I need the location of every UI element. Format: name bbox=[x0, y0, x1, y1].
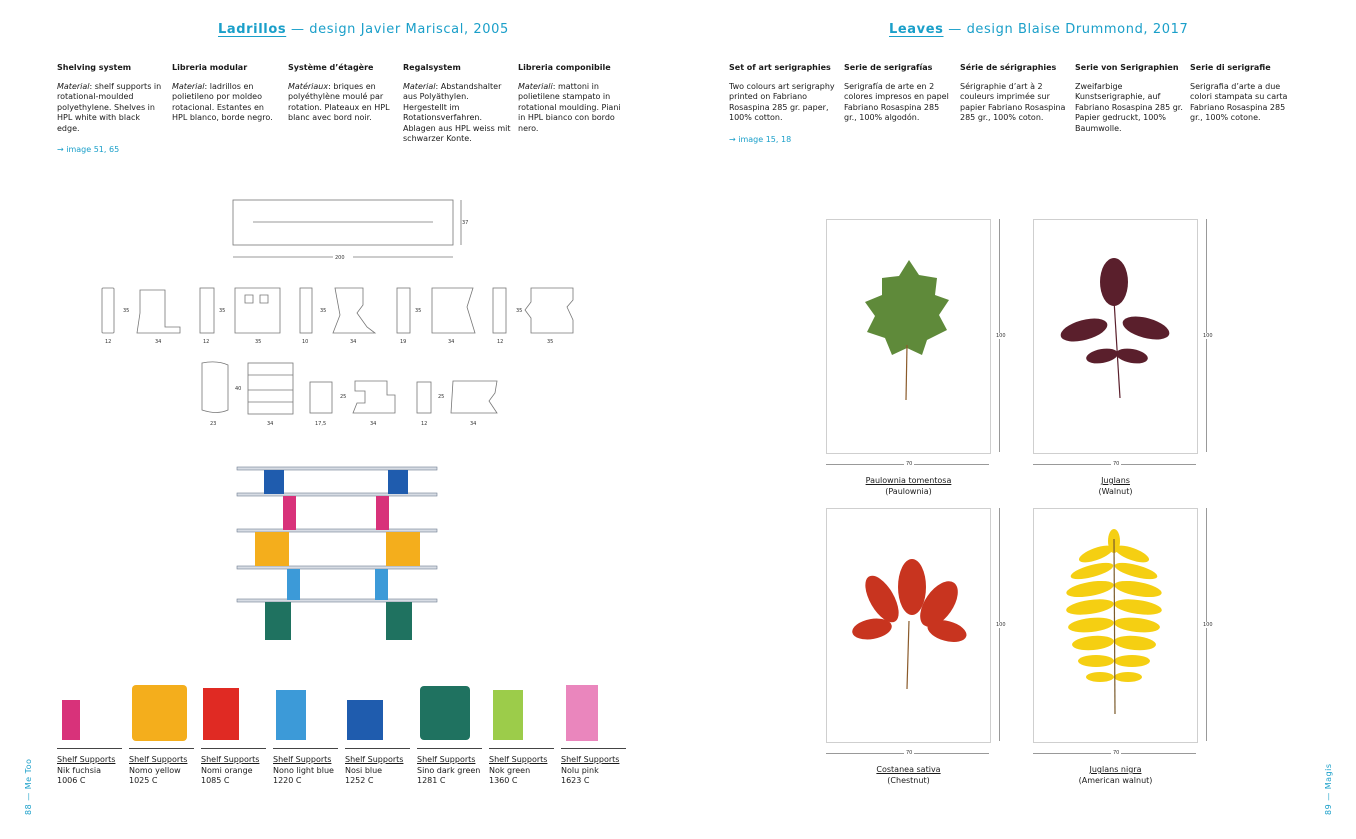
left-column-es: Libreria modular Material: ladrillos en polietileno por moldeo rotacional. Estantes en HPL blanco, borde negro. bbox=[172, 63, 273, 122]
swatch-caption-nosi: Shelf Supports Nosi blue 1252 C bbox=[345, 748, 410, 787]
ladrillos-support-photos bbox=[57, 682, 627, 744]
svg-text:17,5: 17,5 bbox=[315, 421, 327, 427]
costanea-height: 100 bbox=[996, 622, 1006, 628]
svg-text:23: 23 bbox=[210, 421, 217, 427]
svg-text:35: 35 bbox=[255, 339, 262, 345]
paulownia-height: 100 bbox=[996, 333, 1006, 339]
right-title-rest: — design Blaise Drummond, 2017 bbox=[943, 22, 1189, 37]
juglans-nigra-width: 70 bbox=[1113, 750, 1120, 756]
right-column-it: Serie di serigrafie Serigrafia d’arte a due colori stampata su carta Fabriano Rosaspina 285 gr., 100% cotone. bbox=[1190, 63, 1288, 122]
svg-text:34: 34 bbox=[350, 339, 357, 345]
right-image-link[interactable]: → image 15, 18 bbox=[729, 135, 792, 144]
right-title bbox=[889, 22, 1188, 37]
svg-text:35: 35 bbox=[415, 308, 422, 314]
svg-text:19: 19 bbox=[400, 339, 407, 345]
svg-text:35: 35 bbox=[516, 308, 523, 314]
svg-text:35: 35 bbox=[547, 339, 554, 345]
print-costanea bbox=[826, 508, 991, 743]
svg-text:34: 34 bbox=[370, 421, 377, 427]
juglans-nigra-leaf bbox=[1034, 509, 1197, 742]
svg-text:34: 34 bbox=[155, 339, 162, 345]
left-title-name: Ladrillos bbox=[218, 22, 287, 37]
caption-costanea: Costanea sativa (Chestnut) bbox=[876, 765, 941, 785]
svg-text:34: 34 bbox=[470, 421, 477, 427]
costanea-width: 70 bbox=[906, 750, 913, 756]
svg-text:12: 12 bbox=[203, 339, 210, 345]
left-title-rest: — design Javier Mariscal, 2005 bbox=[286, 22, 509, 37]
left-image-link[interactable]: → image 51, 65 bbox=[57, 145, 120, 154]
support-nolu bbox=[566, 685, 598, 741]
svg-text:10: 10 bbox=[302, 339, 309, 345]
swatch-caption-nomo: Shelf Supports Nomo yellow 1025 C bbox=[129, 748, 194, 787]
swatch-caption-nomi: Shelf Supports Nomi orange 1085 C bbox=[201, 748, 266, 787]
costanea-leaf bbox=[827, 509, 990, 742]
swatch-caption-nik: Shelf Supports Nik fuchsia 1006 C bbox=[57, 748, 122, 787]
support-sino bbox=[420, 686, 470, 740]
svg-text:12: 12 bbox=[497, 339, 504, 345]
caption-juglans: Juglans (Walnut) bbox=[1098, 476, 1133, 496]
support-nik bbox=[62, 700, 80, 740]
left-column-it: Libreria componibile Materiali: mattoni in polietilene stampato in rotational moulding. Piani in HPL bianco con bordo nero. bbox=[518, 63, 621, 133]
swatch-caption-sino: Shelf Supports Sino dark green 1281 C bbox=[417, 748, 482, 787]
right-column-en: Set of art serigraphies Two colours art serigraphy printed on Fabriano Rosaspina 285 gr. paper, 100% cotton. bbox=[729, 63, 835, 122]
right-column-es: Serie de serigrafías Serigrafía de arte en 2 colores impresos en papel Fabriano Rosaspina 285 gr., 100% algodón. bbox=[844, 63, 949, 122]
left-title bbox=[218, 22, 509, 37]
ladrillos-technical-drawing bbox=[95, 195, 585, 435]
paulownia-width: 70 bbox=[906, 461, 913, 467]
swatch-caption-nok: Shelf Supports Nok green 1360 C bbox=[489, 748, 554, 787]
juglans-width: 70 bbox=[1113, 461, 1120, 467]
svg-text:37: 37 bbox=[462, 220, 469, 226]
swatch-caption-nono: Shelf Supports Nono light blue 1220 C bbox=[273, 748, 338, 787]
svg-text:34: 34 bbox=[448, 339, 455, 345]
support-nono bbox=[276, 690, 306, 740]
juglans-height: 100 bbox=[1203, 333, 1213, 339]
juglans-nigra-height: 100 bbox=[1203, 622, 1213, 628]
print-juglans-nigra bbox=[1033, 508, 1198, 743]
caption-juglans-nigra: Juglans nigra (American walnut) bbox=[1078, 765, 1153, 785]
svg-text:35: 35 bbox=[123, 308, 130, 314]
svg-text:35: 35 bbox=[320, 308, 327, 314]
print-juglans bbox=[1033, 219, 1198, 454]
paulownia-leaf bbox=[827, 220, 990, 453]
right-page-number: 89 — Magis bbox=[1324, 763, 1333, 815]
juglans-leaf bbox=[1034, 220, 1197, 453]
ladrillos-shelf-photo bbox=[235, 462, 440, 642]
support-nomo bbox=[132, 685, 187, 741]
svg-text:200: 200 bbox=[335, 255, 345, 261]
left-column-fr: Système d’étagère Matériaux: briques en polyéthylène moulé par rotation. Plateaux en HPL blanc avec bord noir. bbox=[288, 63, 390, 122]
right-column-fr: Série de sérigraphies Sérigraphie d’art à 2 couleurs imprimée sur papier Fabriano Rosaspina 285 gr., 100% coton. bbox=[960, 63, 1066, 122]
svg-text:40: 40 bbox=[235, 386, 242, 392]
left-column-de: Regalsystem Material: Abstandshalter aus Polyäthylen. Hergestellt im Rotationsverfahren. Ablagen aus HPL weiss mit schwarzer Konte. bbox=[403, 63, 511, 143]
support-nomi bbox=[203, 688, 239, 740]
support-nosi bbox=[347, 700, 383, 740]
svg-text:35: 35 bbox=[219, 308, 226, 314]
right-column-de: Serie von Serigraphien Zweifarbige Kunstserigraphie, auf Fabriano Rosaspina 285 gr. Papier gedruckt, 100% Baumwolle. bbox=[1075, 63, 1183, 133]
svg-text:25: 25 bbox=[438, 394, 445, 400]
right-title-name: Leaves bbox=[889, 22, 944, 37]
svg-text:12: 12 bbox=[421, 421, 428, 427]
svg-text:12: 12 bbox=[105, 339, 112, 345]
print-paulownia bbox=[826, 219, 991, 454]
caption-paulownia: Paulownia tomentosa (Paulownia) bbox=[865, 476, 952, 496]
swatch-caption-nolu: Shelf Supports Nolu pink 1623 C bbox=[561, 748, 626, 787]
support-nok bbox=[493, 690, 523, 740]
svg-text:25: 25 bbox=[340, 394, 347, 400]
left-column-en: Shelving system Material: shelf supports in rotational-moulded polyethylene. Shelves in HPL white with black edge. bbox=[57, 63, 162, 133]
left-page-number: 88 — Me Too bbox=[24, 758, 33, 815]
svg-text:34: 34 bbox=[267, 421, 274, 427]
